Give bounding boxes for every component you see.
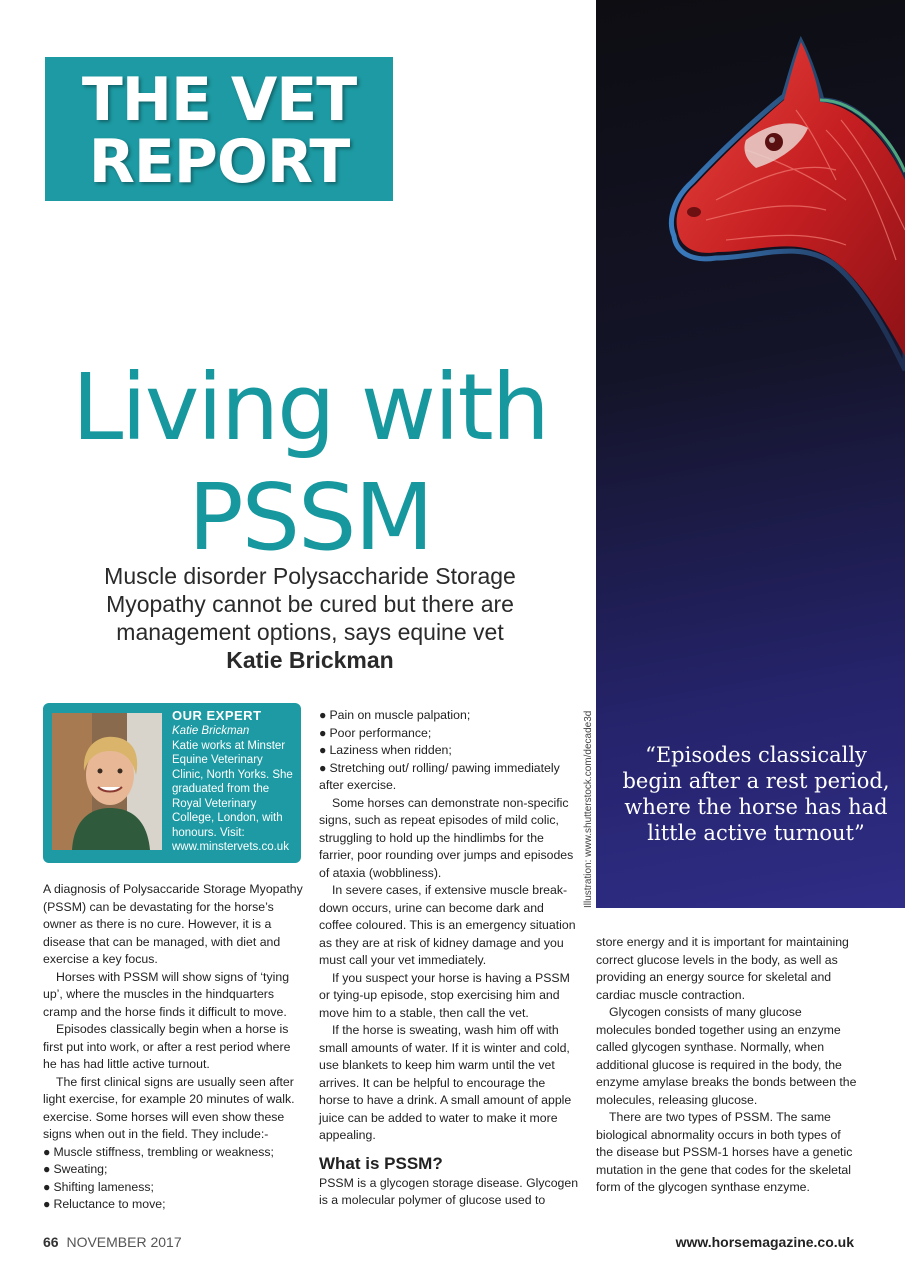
col1-paragraph-2: Horses with PSSM will show signs of ‘tying up’, where the muscles in the hindquarters cramp and the horse finds it difficult to move. [43, 969, 290, 1019]
standfirst-author: Katie Brickman [226, 647, 394, 673]
horse-anatomy-illustration [596, 0, 905, 908]
article-title-line-1: Living with [72, 354, 548, 461]
col2-paragraph-2: In severe cases, if extensive muscle break-down occurs, urine can become dark and coffee coloured. This is an emergency situation as they are at risk of kidney damage and you must call your vet immediately. [319, 883, 576, 967]
body-column-3 [596, 934, 858, 1197]
expert-heading: OUR EXPERT [172, 708, 262, 723]
col2-bullet: ● Pain on muscle palpation; [319, 707, 579, 725]
col1-bullet: ● Reluctance to move; [43, 1196, 305, 1214]
col1-bullet: ● Sweating; [43, 1161, 305, 1179]
badge-line-2: REPORT [88, 127, 350, 197]
col1-paragraph-4: The first clinical signs are usually seen after light exercise, for example 20 minutes of walk. exercise. Some horses will even show these signs when out in the field. They include:- [43, 1074, 295, 1141]
expert-text [172, 708, 297, 855]
body-column-2 [319, 707, 579, 1210]
col2-bullet: ● Laziness when ridden; [319, 742, 579, 760]
illustration-credit [583, 710, 598, 910]
col2-paragraph-1: Some horses can demonstrate non-specific signs, such as repeat episodes of mild colic, struggling to hold up the hindlimbs for the farrier, poor rounding over jumps and episodes of ataxia (wobbliness). [319, 795, 574, 880]
expert-name: Katie Brickman [172, 725, 250, 737]
page-number: 66 [43, 1234, 59, 1250]
illustration-credit-text: Illustration: www.shutterstock.com/decade3d [583, 710, 594, 908]
pull-quote: “Episodes classically begin after a rest period, where the horse has had little active turnout” [622, 743, 890, 845]
standfirst-text: Muscle disorder Polysaccharide Storage Myopathy cannot be cured but there are management options, says equine vet [104, 563, 516, 645]
col3-paragraph-1: store energy and it is important for maintaining correct glucose levels in the body, as well as providing an energy source for skeletal and cardiac muscle contraction. [596, 935, 849, 1002]
body-column-1 [43, 881, 305, 1214]
vet-report-badge [45, 57, 393, 201]
expert-photo [52, 713, 162, 850]
col1-bullet: ● Shifting lameness; [43, 1179, 305, 1197]
article-title-line-2: PSSM [188, 464, 432, 571]
col2-paragraph-4: If the horse is sweating, wash him off with small amounts of water. If it is winter and cold, use blankets to keep him warm until the vet arrives. It can be helpful to encourage the horse to have a drink. A small amount of apple juice can be added to water to make it more appealing. [319, 1023, 572, 1142]
col2-paragraph-3: If you suspect your horse is having a PSSM or tying-up episode, stop exercising him and move him to a stable, then call the vet. [319, 970, 570, 1020]
expert-portrait-image [52, 713, 162, 850]
col3-paragraph-3: There are two types of PSSM. The same biological abnormality occurs in both types of the disease but PSSM-1 horses have a genetic mutation in the gene that codes for the skeletal form of the glycogen synthase enzyme. [596, 1110, 853, 1194]
col1-bullet: ● Muscle stiffness, trembling or weakness; [43, 1144, 305, 1162]
col2-bullet: ● Stretching out/ rolling/ pawing immediately after exercise. [319, 760, 579, 795]
our-expert-box [43, 703, 301, 863]
website-link[interactable]: www.horsemagazine.co.uk [675, 1234, 854, 1250]
col2-bullet: ● Poor performance; [319, 725, 579, 743]
expert-bio: Katie works at Minster Equine Veterinary Clinic, North Yorks. She graduated from the Royal Veterinary College, London, with honours. Visit: www.minstervets.co.uk [172, 739, 293, 853]
subheading-what-is-pssm: What is PSSM? [319, 1153, 443, 1173]
page-folio [43, 1234, 182, 1250]
issue-month: NOVEMBER 2017 [66, 1234, 182, 1250]
col1-paragraph-1: A diagnosis of Polysaccaride Storage Myopathy (PSSM) can be devastating for the horse’s owner as there is no cure. However, it is a disease that can be managed, with diet and exercise a key focus. [43, 882, 303, 966]
col3-paragraph-2: Glycogen consists of many glucose molecules bonded together using an enzyme called glycogen synthase. Normally, when additional glucose is required in the body, the enzyme amylase breaks the bonds between the molecules, releasing glucose. [596, 1005, 857, 1107]
col1-paragraph-3: Episodes classically begin when a horse is first put into work, or after a rest period where he has had little active turnout. [43, 1022, 291, 1071]
standfirst [60, 562, 560, 674]
col2-paragraph-5: PSSM is a glycogen storage disease. Glycogen is a molecular polymer of glucose used to [319, 1175, 579, 1207]
badge-line-1: THE VET [81, 65, 357, 135]
